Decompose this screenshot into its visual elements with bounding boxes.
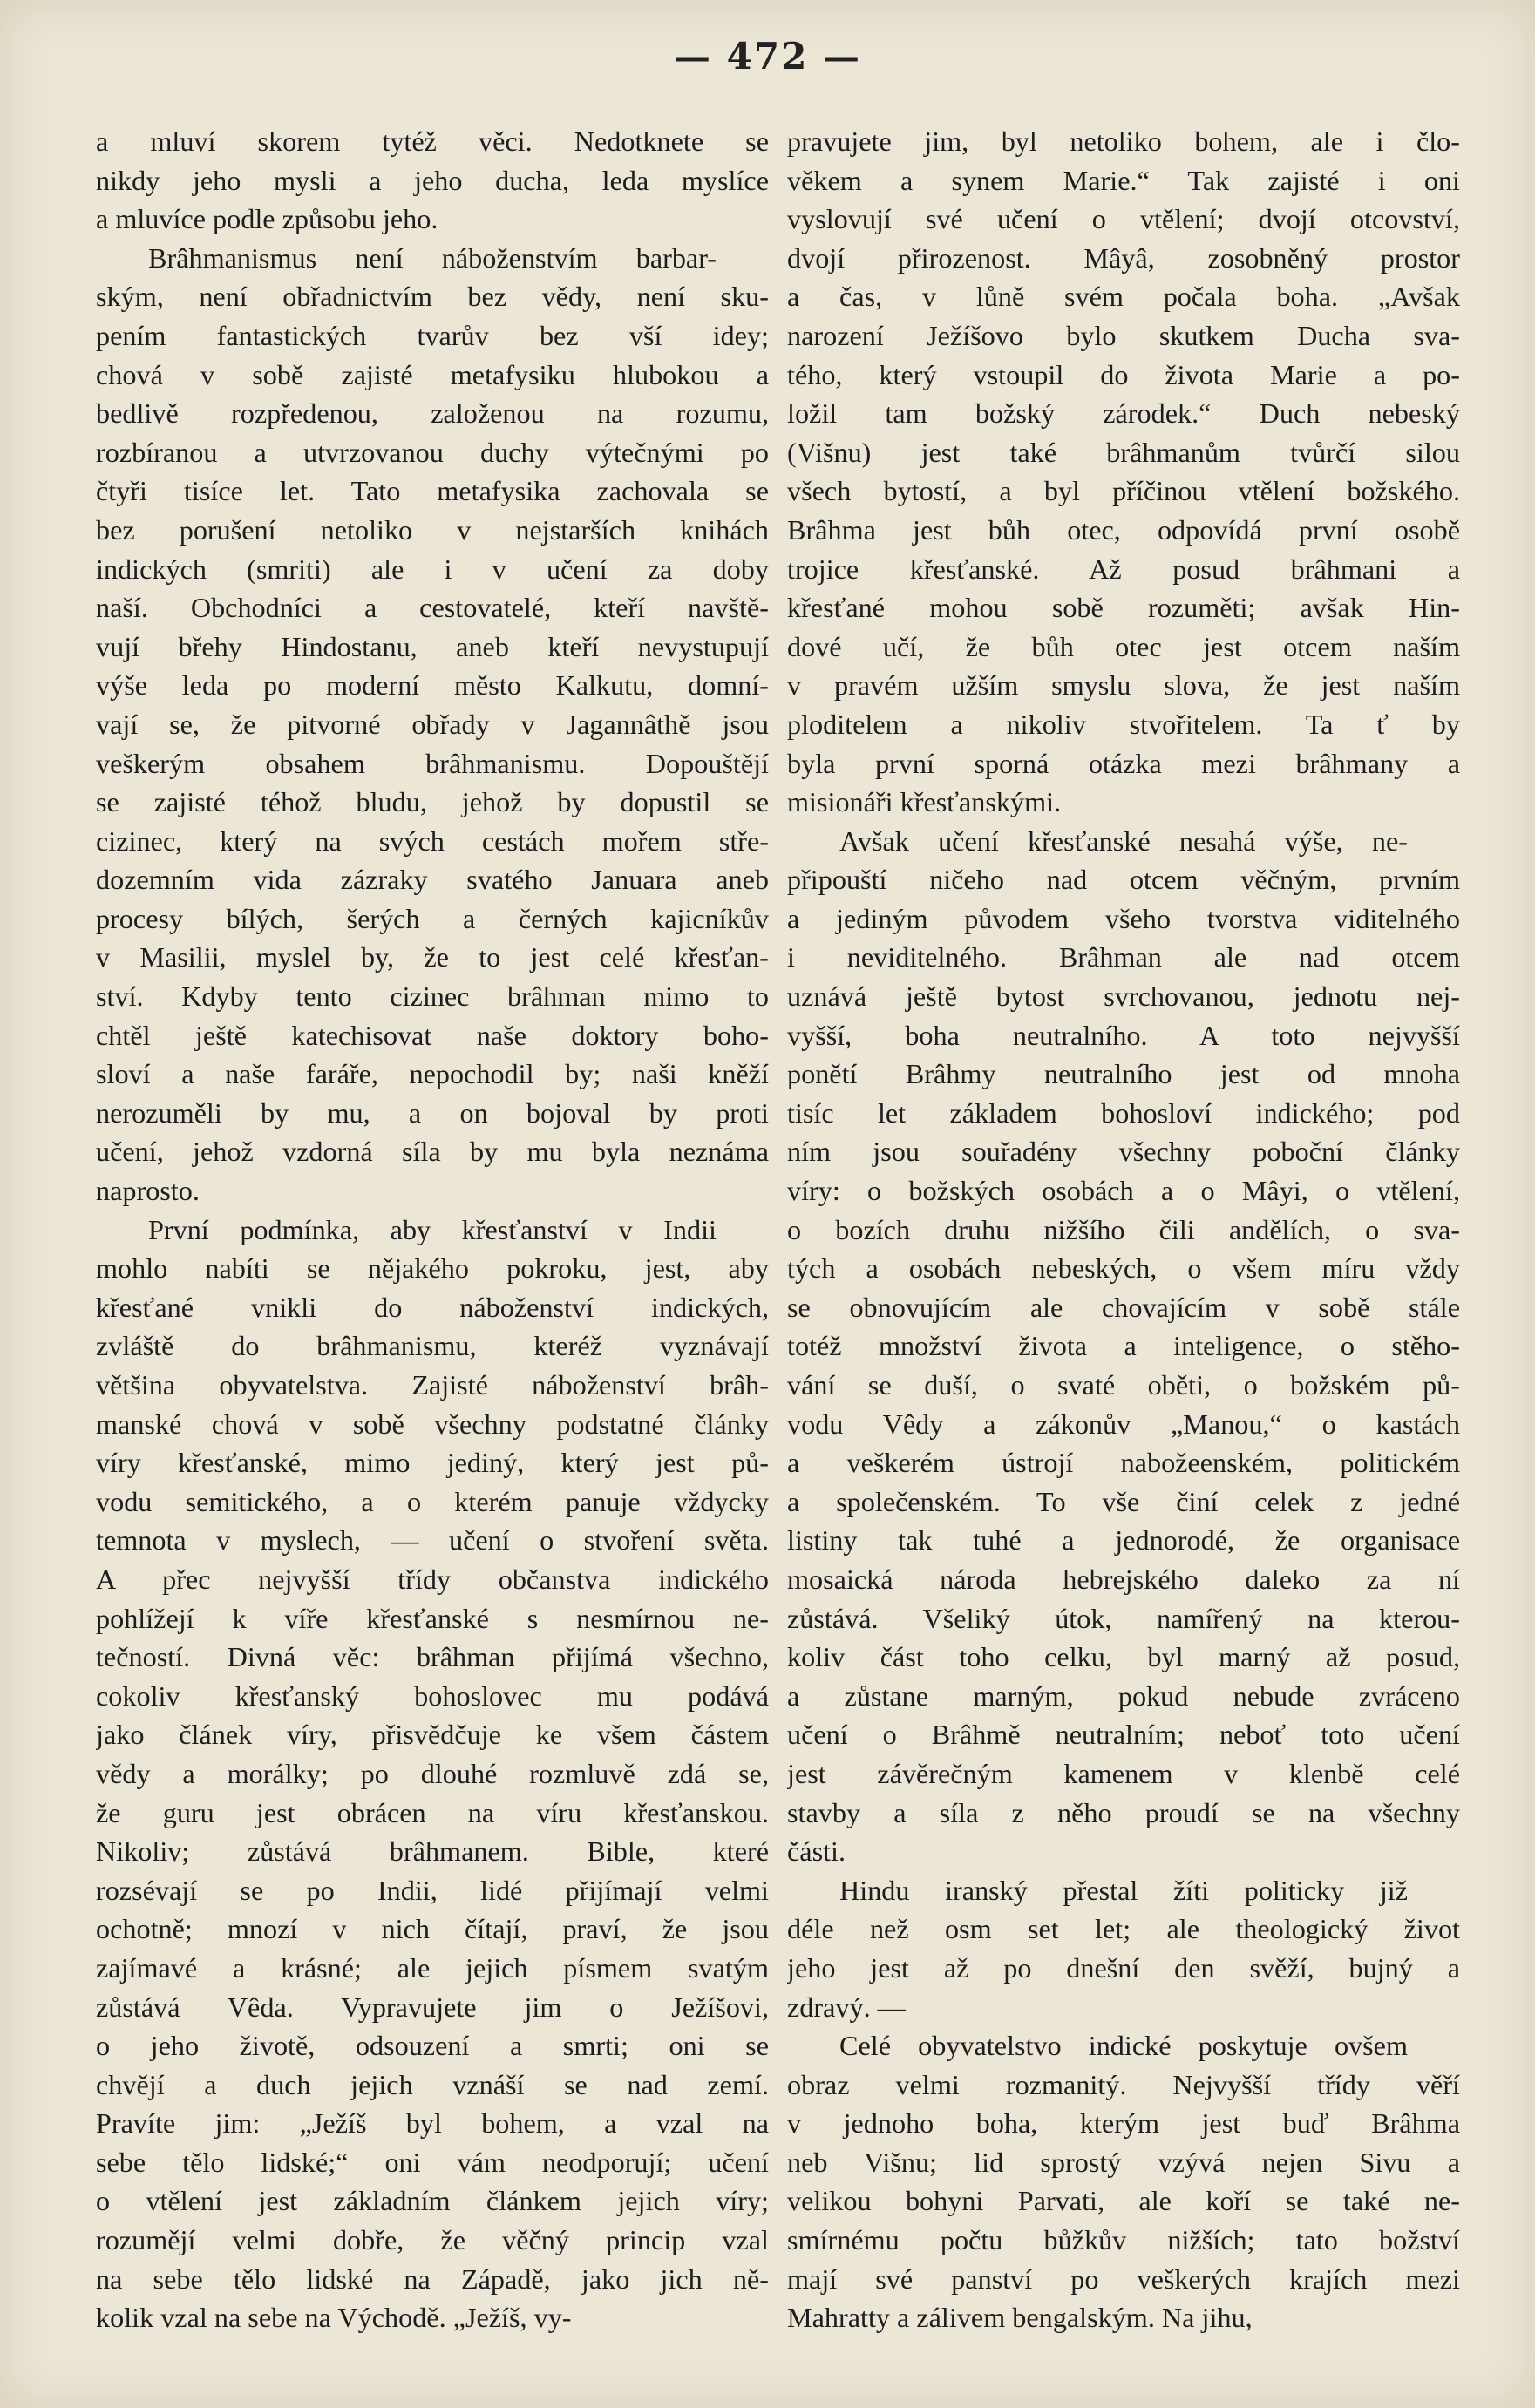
right-column <box>787 122 1460 2337</box>
text-line: uznává ještě bytost svrchovanou, jednotu nej- <box>787 980 1460 1013</box>
text-line: jako článek víry, přisvědčuje ke všem částem <box>96 1719 769 1751</box>
text-line: že guru jest obrácen na víru křesťanskou. <box>96 1796 769 1828</box>
text-line: vání se duší, o svaté oběti, o božském pů- <box>787 1369 1460 1401</box>
text-line: o jeho životě, odsouzení a smrti; oni se <box>96 2030 769 2062</box>
text-line: tého, který vstoupil do života Marie a po- <box>787 358 1460 390</box>
text-line: sloví a naše faráře, nepochodil by; naši kněží <box>96 1058 769 1090</box>
text-line: dové učí, že bůh otec jest otcem naším <box>787 630 1460 662</box>
text-line: procesy bílých, šerých a černých kajicníkův <box>96 902 769 934</box>
text-line: chvějí a duch jejich vznáší se nad zemí. <box>96 2068 769 2100</box>
text-line: připouští ničeho nad otcem věčným, prvním <box>787 864 1460 896</box>
text-line: ství. Kdyby tento cizinec brâhman mimo to <box>96 980 769 1013</box>
text-line: velikou bohyni Parvati, ale koří se také ne- <box>787 2185 1460 2217</box>
text-line: tečností. Divná věc: brâhman přijímá všechno, <box>96 1641 769 1673</box>
text-line: výše leda po moderní město Kalkutu, domní- <box>96 669 769 702</box>
text-line: zvláště do brâhmanismu, kteréž vyznávají <box>96 1330 769 1362</box>
text-line: naší. Obchodníci a cestovatelé, kteří navště- <box>96 592 769 624</box>
text-line: zajímavé a krásné; ale jejich písmem svatým <box>96 1951 769 1984</box>
text-line: ským, není obřadnictvím bez vědy, není sku- <box>96 281 769 313</box>
text-line: Brâhma jest bůh otec, odpovídá první osobě <box>787 513 1460 546</box>
text-line: čtyři tisíce let. Tato metafysika zachovala se <box>96 475 769 507</box>
text-line: (Višnu) jest také brâhmanům tvůrčí silou <box>787 436 1460 468</box>
text-line: v Masilii, myslel by, že to jest celé křesťan- <box>96 941 769 973</box>
text-line: ponětí Brâhmy neutralního jest od mnoha <box>787 1058 1460 1090</box>
text-line: a veškerém ústrojí nabožeenském, politickém <box>787 1447 1460 1479</box>
text-line: všech bytostí, a byl příčinou vtělení božského. <box>787 475 1460 507</box>
text-line: a mluvíce podle způsobu jeho. <box>96 203 438 235</box>
text-line: První podmínka, aby křesťanství v Indii <box>148 1213 717 1245</box>
text-line: nerozuměli by mu, a on bojoval by proti <box>96 1096 769 1129</box>
text-line: a jediným původem všeho tvorstva viditelného <box>787 902 1460 934</box>
text-line: a zůstane marným, pokud nebude zvráceno <box>787 1679 1460 1712</box>
text-line: Hindu iranský přestal žíti politicky již <box>839 1874 1408 1906</box>
text-line: listiny tak tuhé a jednorodé, že organisace <box>787 1524 1460 1557</box>
text-line: koliv část toho celku, byl marný až posud, <box>787 1641 1460 1673</box>
text-line: indických (smriti) ale i v učení za doby <box>96 553 769 585</box>
text-line: učení, jehož vzdorná síla by mu byla neznáma <box>96 1136 769 1168</box>
text-line: pením fantastických tvarův bez vší idey; <box>96 319 769 351</box>
text-line: víry: o božských osobách a o Mâyi, o vtělení, <box>787 1175 1460 1207</box>
text-line: se zajisté téhož bludu, jehož by dopustil se <box>96 786 769 818</box>
text-line: narození Ježíšovo bylo skutkem Ducha sva- <box>787 319 1460 351</box>
text-line: i neviditelného. Brâhman ale nad otcem <box>787 941 1460 973</box>
text-line: a společenském. To vše činí celek z jedné <box>787 1485 1460 1517</box>
text-line: trojice křesťanské. Až posud brâhmani a <box>787 553 1460 585</box>
text-line: obraz velmi rozmanitý. Nejvyšší třídy věří <box>787 2068 1460 2100</box>
text-line: křesťané mohou sobě rozuměti; avšak Hin- <box>787 592 1460 624</box>
text-line: zdravý. — <box>787 1991 906 2023</box>
text-line: části. <box>787 1835 846 1868</box>
text-line: vují břehy Hindostanu, aneb kteří nevystupují <box>96 630 769 662</box>
text-line: tisíc let základem bohosloví indického; pod <box>787 1096 1460 1129</box>
text-line: rozumějí velmi dobře, že věčný princip vzal <box>96 2224 769 2256</box>
text-line: křesťané vnikli do náboženství indických, <box>96 1291 769 1323</box>
text-line: jest závěrečným kamenem v klenbě celé <box>787 1757 1460 1789</box>
text-line: o vtělení jest základním článkem jejich víry; <box>96 2185 769 2217</box>
text-line: dvojí přirozenost. Mâyâ, zosobněný prostor <box>787 241 1460 274</box>
text-line: Nikoliv; zůstává brâhmanem. Bible, které <box>96 1835 769 1868</box>
text-line: mají své panství po veškerých krajích mezi <box>787 2262 1460 2295</box>
text-line: cizinec, který na svých cestách mořem stře- <box>96 824 769 857</box>
text-line: a čas, v lůně svém počala boha. „Avšak <box>787 281 1460 313</box>
text-line: rozbíranou a utvrzovanou duchy výtečnými po <box>96 436 769 468</box>
text-line: A přec nejvyšší třídy občanstva indického <box>96 1563 769 1595</box>
text-line: neb Višnu; lid sprostý vzývá nejen Sivu a <box>787 2146 1460 2178</box>
text-line: zůstává Vêda. Vypravujete jim o Ježíšovi, <box>96 1991 769 2023</box>
text-line: sebe tělo lidské;“ oni vám neodporují; učení <box>96 2146 769 2178</box>
text-line: v pravém užším smyslu slova, že jest naším <box>787 669 1460 702</box>
text-line: vyslovují své učení o vtělení; dvojí otcovství, <box>787 203 1460 235</box>
text-line: mosaická národa hebrejského daleko za ní <box>787 1563 1460 1595</box>
text-line: vědy a morálky; po dlouhé rozmluvě zdá se, <box>96 1757 769 1789</box>
text-line: vají se, že pitvorné obřady v Jagannâthě jsou <box>96 708 769 740</box>
text-line: kolik vzal na sebe na Východě. „Ježíš, vy- <box>96 2302 572 2334</box>
text-line: věkem a synem Marie.“ Tak zajisté i oni <box>787 164 1460 196</box>
text-line: víry křesťanské, mimo jediný, který jest pů- <box>96 1447 769 1479</box>
page-number: — 472 — <box>674 35 861 78</box>
text-line: se obnovujícím ale chovajícím v sobě stále <box>787 1291 1460 1323</box>
text-line: bedlivě rozpředenou, založenou na rozumu, <box>96 397 769 430</box>
text-line: Mahratty a zálivem bengalským. Na jihu, <box>787 2302 1253 2334</box>
text-line: a mluví skorem tytéž věci. Nedotknete se <box>96 125 769 157</box>
text-line: zůstává. Všeliký útok, namířený na kterou- <box>787 1602 1460 1634</box>
text-line: tých a osobách nebeských, o všem míru vždy <box>787 1252 1460 1285</box>
text-line: temnota v myslech, — učení o stvoření světa. <box>96 1524 769 1557</box>
text-line: rozsévají se po Indii, lidé přijímají velmi <box>96 1874 769 1906</box>
text-line: naprosto. <box>96 1175 200 1207</box>
left-column <box>96 122 769 2337</box>
text-line: totéž množství života a inteligence, o stěho- <box>787 1330 1460 1362</box>
text-line: pravujete jim, byl netoliko bohem, ale i člo- <box>787 125 1460 157</box>
text-line: chová v sobě zajisté metafysiku hlubokou a <box>96 358 769 390</box>
text-line: stavby a síla z něho proudí se na všechny <box>787 1796 1460 1828</box>
text-line: bez porušení netoliko v nejstarších knihách <box>96 513 769 546</box>
text-line: vodu Vêdy a zákonův „Manou,“ o kastách <box>787 1407 1460 1440</box>
text-line: dozemním vida zázraky svatého Januara aneb <box>96 864 769 896</box>
text-line: Brâhmanismus není náboženstvím barbar- <box>148 241 717 274</box>
text-line: smírnému počtu bůžkův nižších; tato božství <box>787 2224 1460 2256</box>
text-line: většina obyvatelstva. Zajisté náboženství brâh- <box>96 1369 769 1401</box>
text-line: mohlo nabíti se nějakého pokroku, jest, aby <box>96 1252 769 1285</box>
text-line: vodu semitického, a o kterém panuje vždycky <box>96 1485 769 1517</box>
text-line: nikdy jeho mysli a jeho ducha, leda myslíce <box>96 164 769 196</box>
text-line: v jednoho boha, kterým jest buď Brâhma <box>787 2107 1460 2140</box>
text-line: ochotně; mnozí v nich čítají, praví, že jsou <box>96 1913 769 1945</box>
text-line: cokoliv křesťanský bohoslovec mu podává <box>96 1679 769 1712</box>
text-line: ním jsou souřadény všechny poboční články <box>787 1136 1460 1168</box>
text-line: byla první sporná otázka mezi brâhmany a <box>787 747 1460 779</box>
text-line: Celé obyvatelstvo indické poskytuje ovšem <box>839 2030 1408 2062</box>
text-line: manské chová v sobě všechny podstatné články <box>96 1407 769 1440</box>
text-line: jeho jest až po dnešní den svěží, bujný a <box>787 1951 1460 1984</box>
text-line: pohlížejí k víře křesťanské s nesmírnou ne- <box>96 1602 769 1634</box>
text-line: o bozích druhu nižšího čili andělích, o sva- <box>787 1213 1460 1245</box>
text-line: Pravíte jim: „Ježíš byl bohem, a vzal na <box>96 2107 769 2140</box>
text-line: učení o Brâhmě neutralním; neboť toto učení <box>787 1719 1460 1751</box>
text-line: vyšší, boha neutralního. A toto nejvyšší <box>787 1019 1460 1051</box>
text-line: misionáři křesťanskými. <box>787 786 1062 818</box>
text-line: Avšak učení křesťanské nesahá výše, ne- <box>839 824 1408 857</box>
text-line: ploditelem a nikoliv stvořitelem. Ta ť by <box>787 708 1460 740</box>
text-line: veškerým obsahem brâhmanismu. Dopouštějí <box>96 747 769 779</box>
text-line: déle než osm set let; ale theologický život <box>787 1913 1460 1945</box>
text-line: ložil tam božský zárodek.“ Duch nebeský <box>787 397 1460 430</box>
text-line: chtěl ještě katechisovat naše doktory boho- <box>96 1019 769 1051</box>
text-line: na sebe tělo lidské na Západě, jako jich ně- <box>96 2262 769 2295</box>
